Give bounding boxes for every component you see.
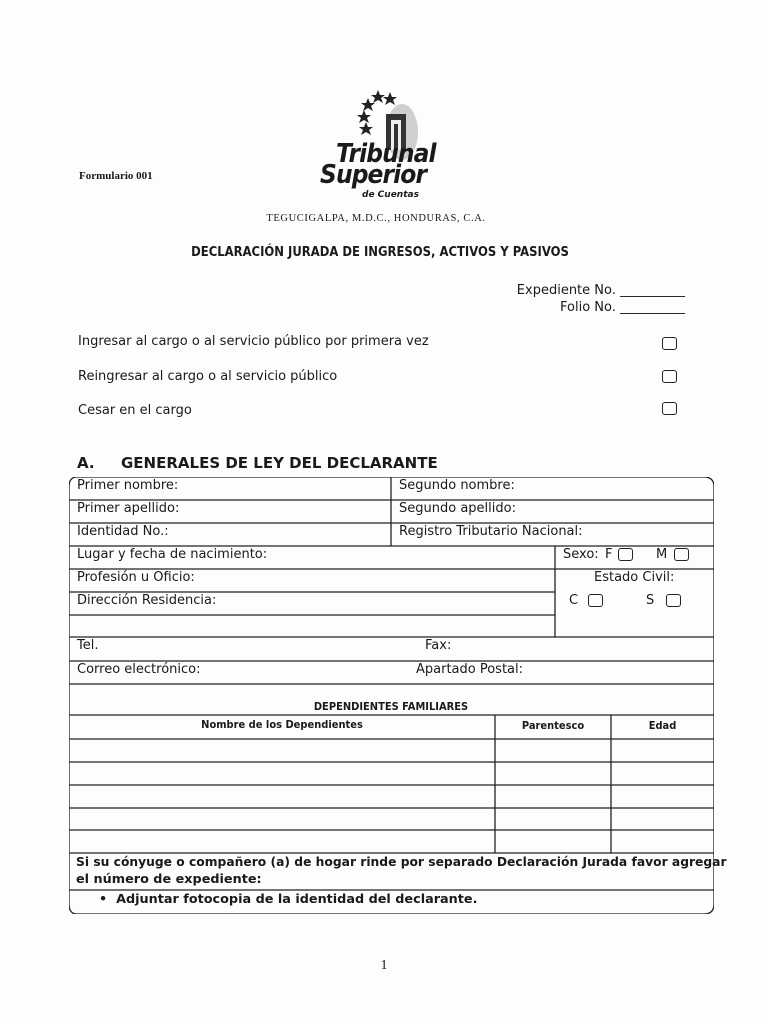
spouse-note-line2: el número de expediente: [76,872,262,887]
section-a-title: GENERALES DE LEY DEL DECLARANTE [121,454,438,472]
checkbox-estado-c[interactable] [588,594,603,607]
label-profesion: Profesión u Oficio: [77,570,195,585]
label-estado-civil: Estado Civil: [594,570,675,585]
label-segundo-nombre: Segundo nombre: [399,478,515,493]
checkbox-first-entry[interactable] [662,337,677,350]
label-estado-c: C [569,593,579,608]
section-a-letter: A. [77,454,95,472]
label-fax: Fax: [425,638,452,653]
option-reentry: Reingresar al cargo o al servicio público [78,369,338,384]
label-tel: Tel. [77,638,99,653]
dependents-title: DEPENDIENTES FAMILIARES [313,700,469,713]
label-correo: Correo electrónico: [77,662,201,677]
page-number: 1 [380,958,388,973]
label-lugar-fecha: Lugar y fecha de nacimiento: [77,547,268,562]
checkbox-reentry[interactable] [662,370,677,383]
checkbox-estado-s[interactable] [666,594,681,607]
label-primer-nombre: Primer nombre: [77,478,179,493]
option-first-entry: Ingresar al cargo o al servicio público por primera vez [78,334,429,349]
column-header-name: Nombre de los Dependientes [201,718,363,731]
checkbox-sexo-m[interactable] [674,548,689,561]
declarant-table-frame [69,477,714,914]
note-text: Adjuntar fotocopia de la identidad del declarante. [116,892,478,907]
label-primer-apellido: Primer apellido: [77,501,180,516]
note-bullet: • Adjuntar fotocopia de la identidad del declarante. [99,892,478,907]
spouse-note-line1: Si su cónyuge o compañero (a) de hogar rinde por separado Declaración Jurada favor agregar [76,855,727,870]
label-rtn: Registro Tributario Nacional: [399,524,583,539]
label-segundo-apellido: Segundo apellido: [399,501,516,516]
label-sexo-f: F [605,547,613,562]
expediente-field[interactable]: Expediente No. __________ [516,283,685,298]
section-a-heading [77,454,438,472]
folio-field[interactable]: Folio No. __________ [560,300,685,315]
label-sexo-m: M [656,547,668,562]
logo-text-superior: Superior [320,160,427,190]
form-number: Formulario 001 [79,170,153,182]
label-sexo: Sexo: [563,547,599,562]
label-estado-s: S [646,593,655,608]
column-header-relation: Parentesco [521,719,585,732]
logo-text-cuentas: de Cuentas [362,190,419,200]
checkbox-sexo-f[interactable] [618,548,633,561]
label-identidad: Identidad No.: [77,524,169,539]
checkbox-leave[interactable] [662,402,677,415]
label-direccion: Dirección Residencia: [77,593,217,608]
location-line: TEGUCIGALPA, M.D.C., HONDURAS, C.A. [266,213,486,224]
option-leave: Cesar en el cargo [78,403,192,418]
logo-text-tribunal: Tribunal [336,139,436,169]
document-title: DECLARACIÓN JURADA DE INGRESOS, ACTIVOS Y PASIVOS [191,244,569,260]
column-header-age: Edad [648,719,677,732]
label-apartado: Apartado Postal: [416,662,524,677]
